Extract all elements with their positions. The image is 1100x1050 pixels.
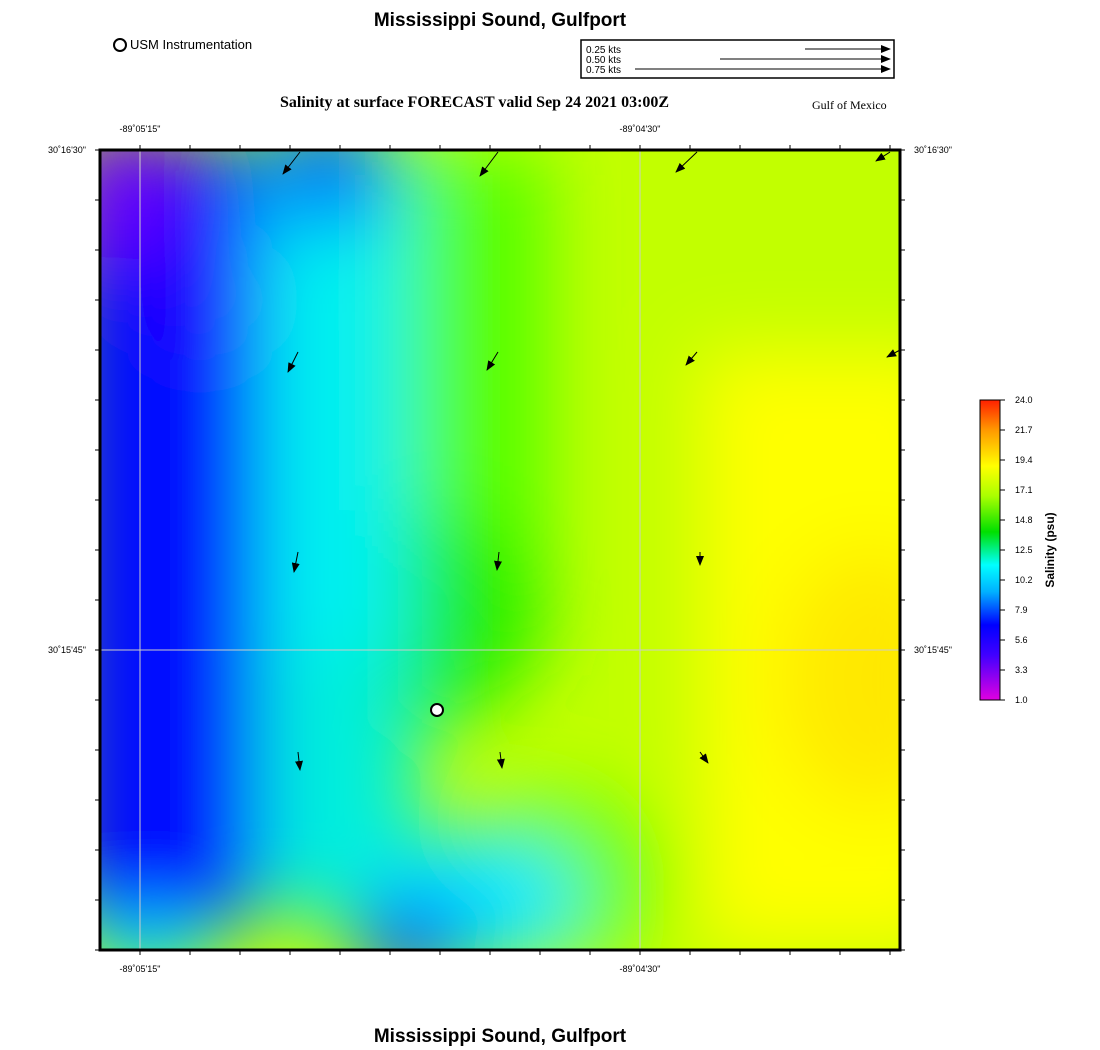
colorbar-label: Salinity (psu) (1043, 512, 1057, 588)
colorbar-tick-label: 17.1 (1015, 485, 1033, 495)
salinity-colorbar (980, 395, 1057, 705)
key-label-025: 0.25 kts (586, 45, 622, 56)
colorbar-tick-label: 3.3 (1015, 665, 1028, 675)
lon-tick-bottom-1: -89˚05'15" (119, 964, 161, 974)
lon-tick-bottom-2: -89˚04'30" (619, 964, 661, 974)
colorbar-tick-label: 10.2 (1015, 575, 1033, 585)
colorbar-tick-label: 12.5 (1015, 545, 1033, 555)
colorbar-tick-label: 5.6 (1015, 635, 1028, 645)
lon-tick-top-1: -89˚05'15" (119, 124, 161, 134)
colorbar-tick-label: 24.0 (1015, 395, 1033, 405)
usm-station-marker (431, 704, 443, 716)
lat-tick-left-1: 30˚16'30" (48, 145, 86, 155)
region-label: Gulf of Mexico (812, 98, 887, 112)
colorbar-tick-label: 21.7 (1015, 425, 1033, 435)
current-speed-key (581, 40, 894, 78)
colorbar-tick-label: 19.4 (1015, 455, 1033, 465)
lat-tick-right-2: 30˚15'45" (914, 645, 952, 655)
map-footer-title: Mississippi Sound, Gulfport (373, 1026, 627, 1047)
lat-tick-right-1: 30˚16'30" (914, 145, 952, 155)
salinity-field (60, 110, 960, 980)
colorbar-tick-label: 1.0 (1015, 695, 1028, 705)
lat-tick-left-2: 30˚15'45" (48, 645, 86, 655)
colorbar-tick-label: 14.8 (1015, 515, 1033, 525)
instrumentation-legend-label: USM Instrumentation (130, 37, 253, 52)
map-title: Mississippi Sound, Gulfport (373, 10, 627, 31)
colorbar-tick-label: 7.9 (1015, 605, 1028, 615)
lon-tick-top-2: -89˚04'30" (619, 124, 661, 134)
forecast-subtitle: Salinity at surface FORECAST valid Sep 24 2021 03:00Z (280, 94, 670, 111)
key-label-050: 0.50 kts (586, 55, 622, 66)
key-label-075: 0.75 kts (586, 65, 622, 76)
